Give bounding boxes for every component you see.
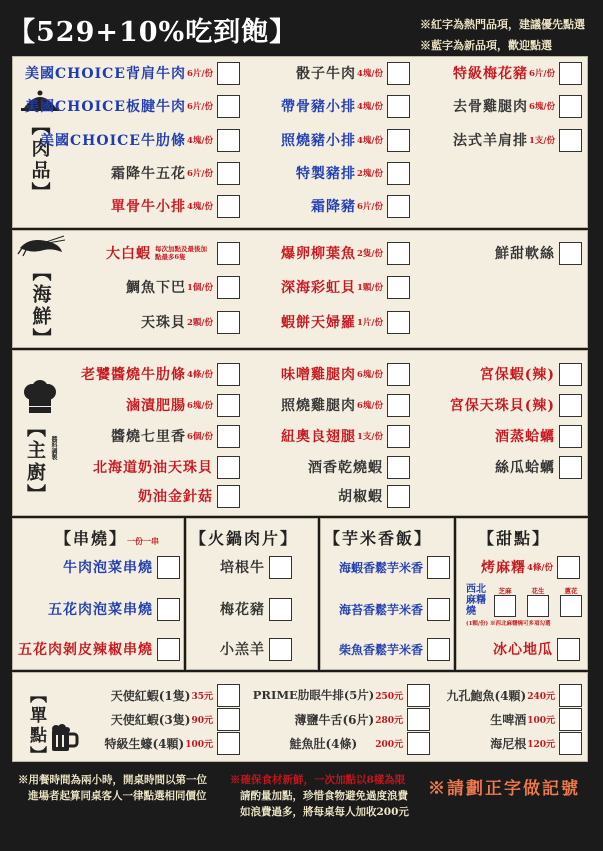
check-box[interactable]	[557, 638, 580, 661]
chef-item[interactable]: 酒蒸蛤蠣	[420, 424, 582, 448]
check-box[interactable]	[217, 162, 240, 185]
check-box[interactable]	[559, 456, 582, 479]
alacarte-item[interactable]: 生啤酒 100元	[430, 707, 582, 731]
chef-item[interactable]: 紐奧良翅腿 1支/份	[250, 424, 410, 448]
seafood-item[interactable]: 爆卵柳葉魚 2隻/份	[250, 241, 410, 265]
check-box[interactable]	[217, 394, 240, 417]
shrimp-icon	[16, 234, 66, 258]
mochi-option[interactable]: 花生	[527, 586, 549, 617]
check-box[interactable]	[559, 394, 582, 417]
tally-mark-note: ※請劃正字做記號	[428, 779, 580, 799]
meat-item[interactable]: 帶骨豬小排 4塊/份	[250, 94, 410, 118]
seafood-item[interactable]: 鯛魚下巴 1個/份	[80, 275, 240, 299]
meat-item[interactable]: 美國CHOICE背肩牛肉 6片/份	[60, 61, 240, 85]
check-box[interactable]	[407, 732, 430, 755]
meat-item[interactable]: 照燒豬小排 4塊/份	[250, 128, 410, 152]
check-box[interactable]	[217, 242, 240, 265]
meat-label: 【肉品】	[28, 116, 51, 204]
taro-item[interactable]: 柴魚香鬆芋米香	[322, 637, 450, 661]
check-box[interactable]	[157, 638, 180, 661]
chef-item[interactable]: 北海道奶油天珠貝	[60, 455, 240, 479]
skewer-item[interactable]: 五花肉泡菜串燒	[14, 597, 180, 621]
check-box[interactable]	[407, 708, 430, 731]
check-box[interactable]	[559, 129, 582, 152]
hotpot-item[interactable]: 梅花豬	[190, 597, 292, 621]
menu-title: 【529+10%吃到飽】	[8, 17, 298, 48]
chef-item[interactable]: 照燒雞腿肉 6塊/份	[250, 393, 410, 417]
meat-item[interactable]: 霜降牛五花 6片/份	[60, 161, 240, 185]
check-box[interactable]	[217, 684, 240, 707]
chef-item[interactable]: 奶油金針菇	[60, 484, 240, 508]
check-box[interactable]	[387, 363, 410, 386]
seafood-side	[16, 234, 66, 350]
chef-item[interactable]: 醬燒七里香 6個/份	[60, 424, 240, 448]
hotpot-item[interactable]: 小羔羊	[190, 637, 292, 661]
check-box[interactable]	[387, 162, 410, 185]
mochi-option[interactable]: 蔥花	[560, 586, 582, 617]
alacarte-item[interactable]: PRIME肋眼牛排(5片) 250元	[250, 683, 430, 707]
dessert-item[interactable]: 烤麻糬 4條/份	[460, 555, 580, 579]
seafood-item[interactable]: 天珠貝 2顆/份	[80, 310, 240, 334]
taro-item[interactable]: 海蝦香鬆芋米香	[322, 555, 450, 579]
check-box[interactable]	[387, 242, 410, 265]
mochi-option[interactable]: 芝麻	[494, 586, 516, 617]
mochi-label: 西北麻糬燒	[466, 584, 486, 617]
check-box[interactable]	[387, 425, 410, 448]
note-hot-items: ※紅字為熱門品項，建議優先點選	[420, 18, 585, 31]
check-box[interactable]	[217, 425, 240, 448]
check-box[interactable]	[559, 425, 582, 448]
check-box[interactable]	[157, 556, 180, 579]
note-new-items: ※藍字為新品項，歡迎點選	[420, 39, 552, 52]
check-box[interactable]	[217, 195, 240, 218]
alacarte-item[interactable]: 薄鹽牛舌(6片) 280元	[250, 707, 430, 731]
alacarte-item[interactable]: 鮭魚肚(4條) 200元	[250, 731, 430, 755]
meat-item[interactable]: 法式羊肩排 1支/份	[420, 128, 582, 152]
check-box[interactable]	[387, 276, 410, 299]
seafood-item[interactable]: 蝦餅天婦羅 1片/份	[250, 310, 410, 334]
seafood-item[interactable]: 深海彩虹貝 1顆/份	[250, 275, 410, 299]
check-box[interactable]	[217, 62, 240, 85]
hotpot-item[interactable]: 培根牛	[190, 555, 292, 579]
check-box[interactable]	[217, 732, 240, 755]
check-box[interactable]	[387, 129, 410, 152]
check-box[interactable]	[387, 394, 410, 417]
alacarte-item[interactable]: 天使紅蝦(1隻) 35元	[90, 683, 240, 707]
check-box[interactable]	[217, 95, 240, 118]
dessert-item[interactable]: 冰心地瓜	[460, 637, 580, 661]
check-box[interactable]	[427, 638, 450, 661]
hotpot-title: 【火鍋肉片】	[190, 529, 299, 548]
chef-hat-icon	[22, 380, 58, 414]
alacarte-label: 【單點】	[26, 686, 46, 766]
check-box[interactable]	[217, 456, 240, 479]
check-box[interactable]	[559, 62, 582, 85]
check-box[interactable]	[387, 456, 410, 479]
meat-item[interactable]: 美國CHOICE牛肋條 4塊/份	[60, 128, 240, 152]
seafood-item[interactable]: 鮮甜軟絲	[420, 241, 582, 265]
meat-item[interactable]: 霜降豬 6片/份	[250, 194, 410, 218]
check-box[interactable]	[560, 595, 582, 617]
header-notes	[420, 14, 585, 56]
chef-item[interactable]: 老饕醬燒牛肋條 4條/份	[60, 362, 240, 386]
chef-label: 【主廚】	[24, 418, 46, 506]
chef-item[interactable]: 酒香乾燒蝦	[250, 455, 410, 479]
chef-sublabel: 醬料調製	[50, 436, 57, 460]
check-box[interactable]	[387, 195, 410, 218]
chef-item[interactable]: 滷漬肥腸 6塊/份	[60, 393, 240, 417]
waste-rule: ※確保食材新鮮，一次加點以8樣為限 請酌量加點，珍惜食物避免過度浪費 如浪費過多，將每桌每人加收200元	[230, 774, 409, 818]
check-box[interactable]	[427, 556, 450, 579]
skewer-item[interactable]: 五花肉剝皮辣椒串燒	[14, 637, 180, 661]
check-box[interactable]	[269, 638, 292, 661]
mochi-options	[494, 586, 582, 617]
check-box[interactable]	[387, 95, 410, 118]
check-box[interactable]	[559, 95, 582, 118]
seafood-item[interactable]: 大白蝦 每次加點及最後加點最多6隻	[80, 241, 240, 265]
dessert-title: 【甜點】	[478, 529, 551, 548]
skewer-title: 【串燒】一份一串	[55, 529, 160, 548]
skewer-item[interactable]: 牛肉泡菜串燒	[14, 555, 180, 579]
seafood-label: 【海鮮】	[29, 262, 52, 350]
check-box[interactable]	[494, 595, 516, 617]
mochi-note: (1顆/份) ※西北麻糬燒可多項勾選	[466, 621, 551, 627]
meat-item[interactable]: 特製豬排 2塊/份	[250, 161, 410, 185]
chef-item[interactable]: 絲瓜蛤蠣	[420, 455, 582, 479]
check-box[interactable]	[217, 129, 240, 152]
check-box[interactable]	[559, 363, 582, 386]
chef-side	[18, 380, 62, 506]
beer-mug-icon	[49, 724, 79, 752]
taro-title: 【芋米香飯】	[324, 529, 433, 548]
meat-item[interactable]: 骰子牛肉 4塊/份	[250, 61, 410, 85]
check-box[interactable]	[269, 556, 292, 579]
check-box[interactable]	[407, 684, 430, 707]
check-box[interactable]	[217, 311, 240, 334]
taro-item[interactable]: 海苔香鬆芋米香	[322, 597, 450, 621]
chef-item[interactable]: 味噌雞腿肉 6塊/份	[250, 362, 410, 386]
check-box[interactable]	[527, 595, 549, 617]
alacarte-side	[24, 682, 84, 766]
check-box[interactable]	[559, 242, 582, 265]
check-box[interactable]	[217, 708, 240, 731]
alacarte-item[interactable]: 九孔鮑魚(4顆) 240元	[430, 683, 582, 707]
chef-item[interactable]: 宮保蝦(辣)	[420, 362, 582, 386]
alacarte-item[interactable]: 天使紅蝦(3隻) 90元	[90, 707, 240, 731]
check-box[interactable]	[559, 708, 582, 731]
check-box[interactable]	[217, 363, 240, 386]
check-box[interactable]	[559, 732, 582, 755]
check-box[interactable]	[557, 556, 580, 579]
check-box[interactable]	[387, 311, 410, 334]
chef-item[interactable]: 胡椒蝦	[250, 484, 410, 508]
meat-item[interactable]: 去骨雞腿肉 6塊/份	[420, 94, 582, 118]
check-box[interactable]	[217, 485, 240, 508]
dining-time-rule: ※用餐時間為兩小時，開桌時間以第一位 進場者起算同桌客人一律點選相同價位	[18, 774, 207, 802]
check-box[interactable]	[427, 598, 450, 621]
check-box[interactable]	[559, 684, 582, 707]
alacarte-item[interactable]: 特級生蠔(4顆) 100元	[90, 731, 240, 755]
check-box[interactable]	[387, 62, 410, 85]
check-box[interactable]	[269, 598, 292, 621]
meat-item[interactable]: 特級梅花豬 6片/份	[420, 61, 582, 85]
meat-item[interactable]: 美國CHOICE板腱牛肉 6片/份	[60, 94, 240, 118]
meat-item[interactable]: 單骨牛小排 4塊/份	[60, 194, 240, 218]
check-box[interactable]	[157, 598, 180, 621]
check-box[interactable]	[387, 485, 410, 508]
check-box[interactable]	[217, 276, 240, 299]
chef-item[interactable]: 宮保天珠貝(辣)	[420, 393, 582, 417]
alacarte-item[interactable]: 海尼根 120元	[430, 731, 582, 755]
